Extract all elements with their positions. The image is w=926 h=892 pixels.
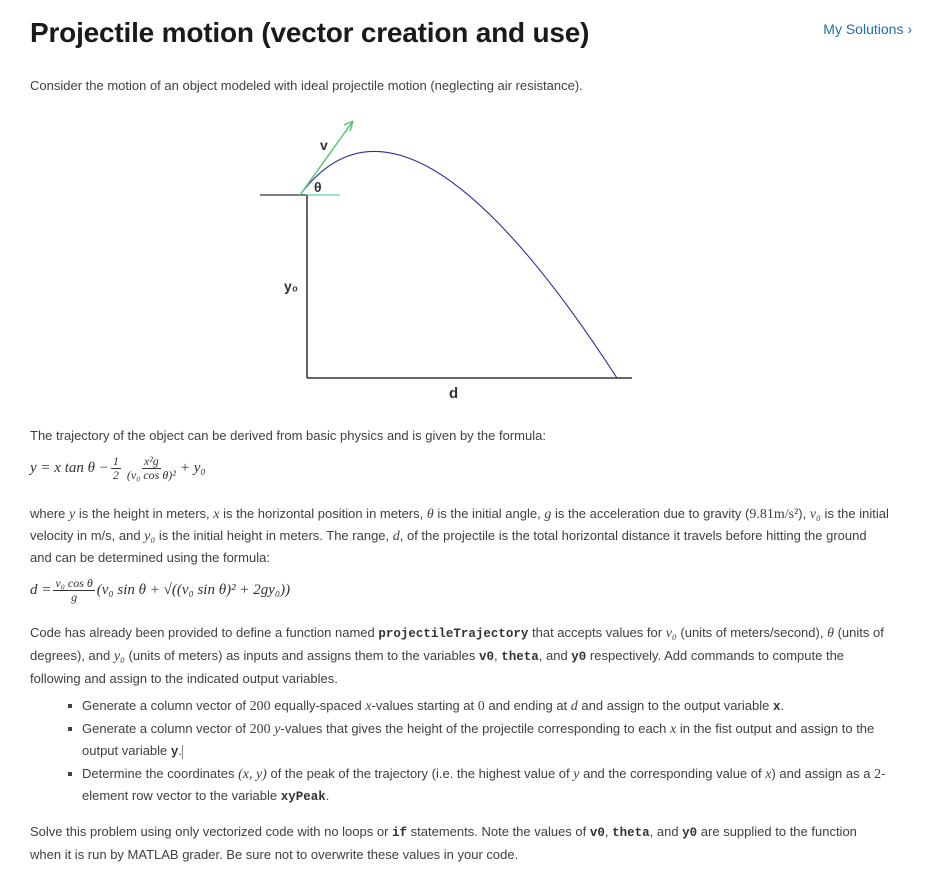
formula1-lhs: y = x tan θ − — [30, 460, 109, 476]
task-item-y: Generate a column vector of 200 y-values that gives the height of the projectile corresponding to each x in the fist output and assign to the output variable y. — [82, 718, 892, 763]
formula1-rhs: + y₀ — [179, 460, 206, 476]
label-y0: y₀ — [284, 278, 299, 294]
range-formula — [30, 577, 290, 604]
formula2-fraction: $\frac{\text{v₀ cos θ}}{g}$ — [55, 576, 93, 604]
trajectory-curve — [300, 151, 617, 378]
formula2-lhs: d = — [30, 582, 52, 598]
label-theta: θ — [314, 179, 322, 195]
task-item-x: Generate a column vector of 200 equally-spaced x-values starting at 0 and ending at d and assign to the output variable x. — [82, 695, 892, 718]
label-d: d — [449, 385, 459, 402]
task-list — [62, 695, 892, 808]
text-cursor — [182, 745, 183, 759]
formula1-half: $\frac{1}{2}$ — [112, 454, 119, 482]
formula1-fraction: $\frac{\text{x²g}}{\text{(v₀ cos θ)²}}$ — [126, 454, 176, 482]
closing-text: Solve this problem using only vectorized code with no loops or if statements. Note the values of v0, theta, and y0 are supplied to the function when it is run by MATLAB grader. Be sure not to overwrite these values in your code. — [30, 824, 857, 862]
trajectory-intro-text: The trajectory of the object can be derived from basic physics and is given by the formula: — [30, 428, 546, 443]
where-text: where y is the height in meters, x is the horizontal position in meters, θ is the initial angle, g is the acceleration due to gravity (9.81m/s²), v₀ is the initial velocity in m/s, and y₀ is the initial height in meters. The range, d, of the projectile is the total horizontal distance it travels before hitting the ground and can be determined using the formula: — [30, 506, 889, 565]
projectile-diagram — [0, 110, 926, 410]
formula2-rhs: (v₀ sin θ + √((v₀ sin θ)² + 2gy₀)) — [96, 582, 291, 598]
trajectory-formula — [30, 455, 206, 482]
my-solutions-link[interactable]: My Solutions › — [823, 21, 912, 37]
intro-text: Consider the motion of an object modeled with ideal projectile motion (neglecting air resistance). — [30, 78, 583, 93]
label-v: v — [320, 137, 328, 153]
page-title: Projectile motion (vector creation and use) — [30, 17, 590, 48]
code-description: Code has already been provided to define a function named projectileTrajectory that accepts values for v₀ (units of meters/second), θ (units of degrees), and y₀ (units of meters) as inputs and assigns them to the variables v0, theta, and y0 respectively. Add commands to compute the following and assign to the indicated output variables. — [30, 625, 884, 686]
task-item-xypeak: Determine the coordinates (x, y) of the peak of the trajectory (i.e. the highest value of y and the corresponding value of x) and assign as a 2-element row vector to the variable xyPeak. — [82, 763, 892, 808]
velocity-arrow-shaft — [300, 121, 353, 195]
